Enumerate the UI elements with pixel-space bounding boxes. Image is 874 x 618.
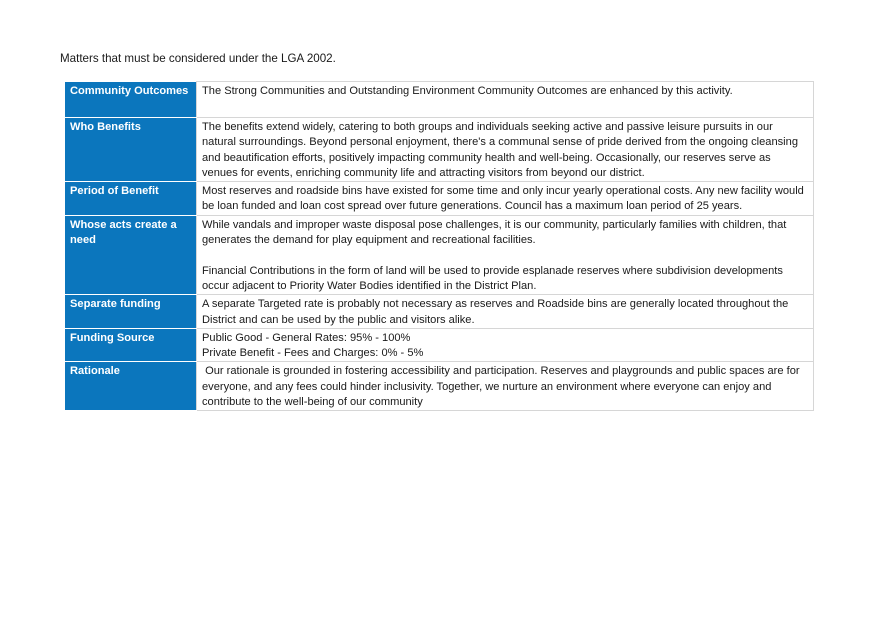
row-text-rationale [197, 362, 814, 411]
row-text-whose-acts [197, 215, 814, 294]
table-row [65, 82, 814, 118]
row-text: Most reserves and roadside bins have existed for some time and only incur yearly operational costs. Any new facility would be loan funded and loan cost spread over future generations. Council has a maximum loan period of 25 years. [202, 185, 804, 213]
table-row [65, 118, 814, 182]
table-row [65, 328, 814, 362]
row-label-who-benefits: Who Benefits [65, 118, 197, 182]
table-row [65, 295, 814, 329]
row-text-secondary: Private Benefit - Fees and Charges: 0% - 5% [202, 347, 424, 360]
row-text-period-of-benefit [197, 182, 814, 216]
table-row [65, 362, 814, 411]
row-text: Our rationale is grounded in fostering accessibility and participation. Reserves and playgrounds and public spaces are for everyone, and any fees could hinder inclusivity. Together, we nurture an environment where everyone can enjoy and contribute to the well-being of our community [202, 365, 803, 409]
row-text: While vandals and improper waste disposal pose challenges, it is our community, particularly families with children, that generates the demand for play equipment and recreational facilities. [202, 218, 787, 247]
row-text-community-outcomes [197, 82, 814, 118]
table-row [65, 182, 814, 216]
row-text-funding-source [197, 328, 814, 362]
row-label-period-of-benefit: Period of Benefit [65, 182, 197, 216]
intro-text: Matters that must be considered under the LGA 2002. [60, 52, 336, 65]
row-text-separate-funding [197, 295, 814, 329]
row-label-rationale: Rationale [65, 362, 197, 411]
row-text: A separate Targeted rate is probably not necessary as reserves and Roadside bins are generally located throughout the District and can be used by the public and visitors alike. [202, 298, 789, 326]
lga-matters-table [65, 81, 814, 411]
row-label-community-outcomes: Community Outcomes [65, 82, 197, 118]
row-label-whose-acts: Whose acts create a need [65, 215, 197, 294]
row-text: The Strong Communities and Outstanding Environment Community Outcomes are enhanced by this activity. [202, 85, 733, 97]
row-text: Public Good - General Rates: 95% - 100% [202, 331, 411, 344]
row-text: The benefits extend widely, catering to both groups and individuals seeking active and passive leisure pursuits in our natural surroundings. Beyond personal enjoyment, there's a communal sense of pride derived from the ongoing cleansing and beautification efforts, positively impacting community health and well-being. Occasionally, our reserves serve as venues for events, enriching community life and attracting visitors from beyond our district. [202, 121, 798, 179]
row-text-secondary: Financial Contributions in the form of land will be used to provide esplanade reserves where subdivision developments occur adjacent to Priority Water Bodies identified in the District Plan. [202, 264, 783, 292]
row-text-who-benefits [197, 118, 814, 182]
row-label-funding-source: Funding Source [65, 328, 197, 362]
table-row [65, 215, 814, 294]
row-label-separate-funding: Separate funding [65, 295, 197, 329]
paragraph-gap [202, 248, 808, 263]
